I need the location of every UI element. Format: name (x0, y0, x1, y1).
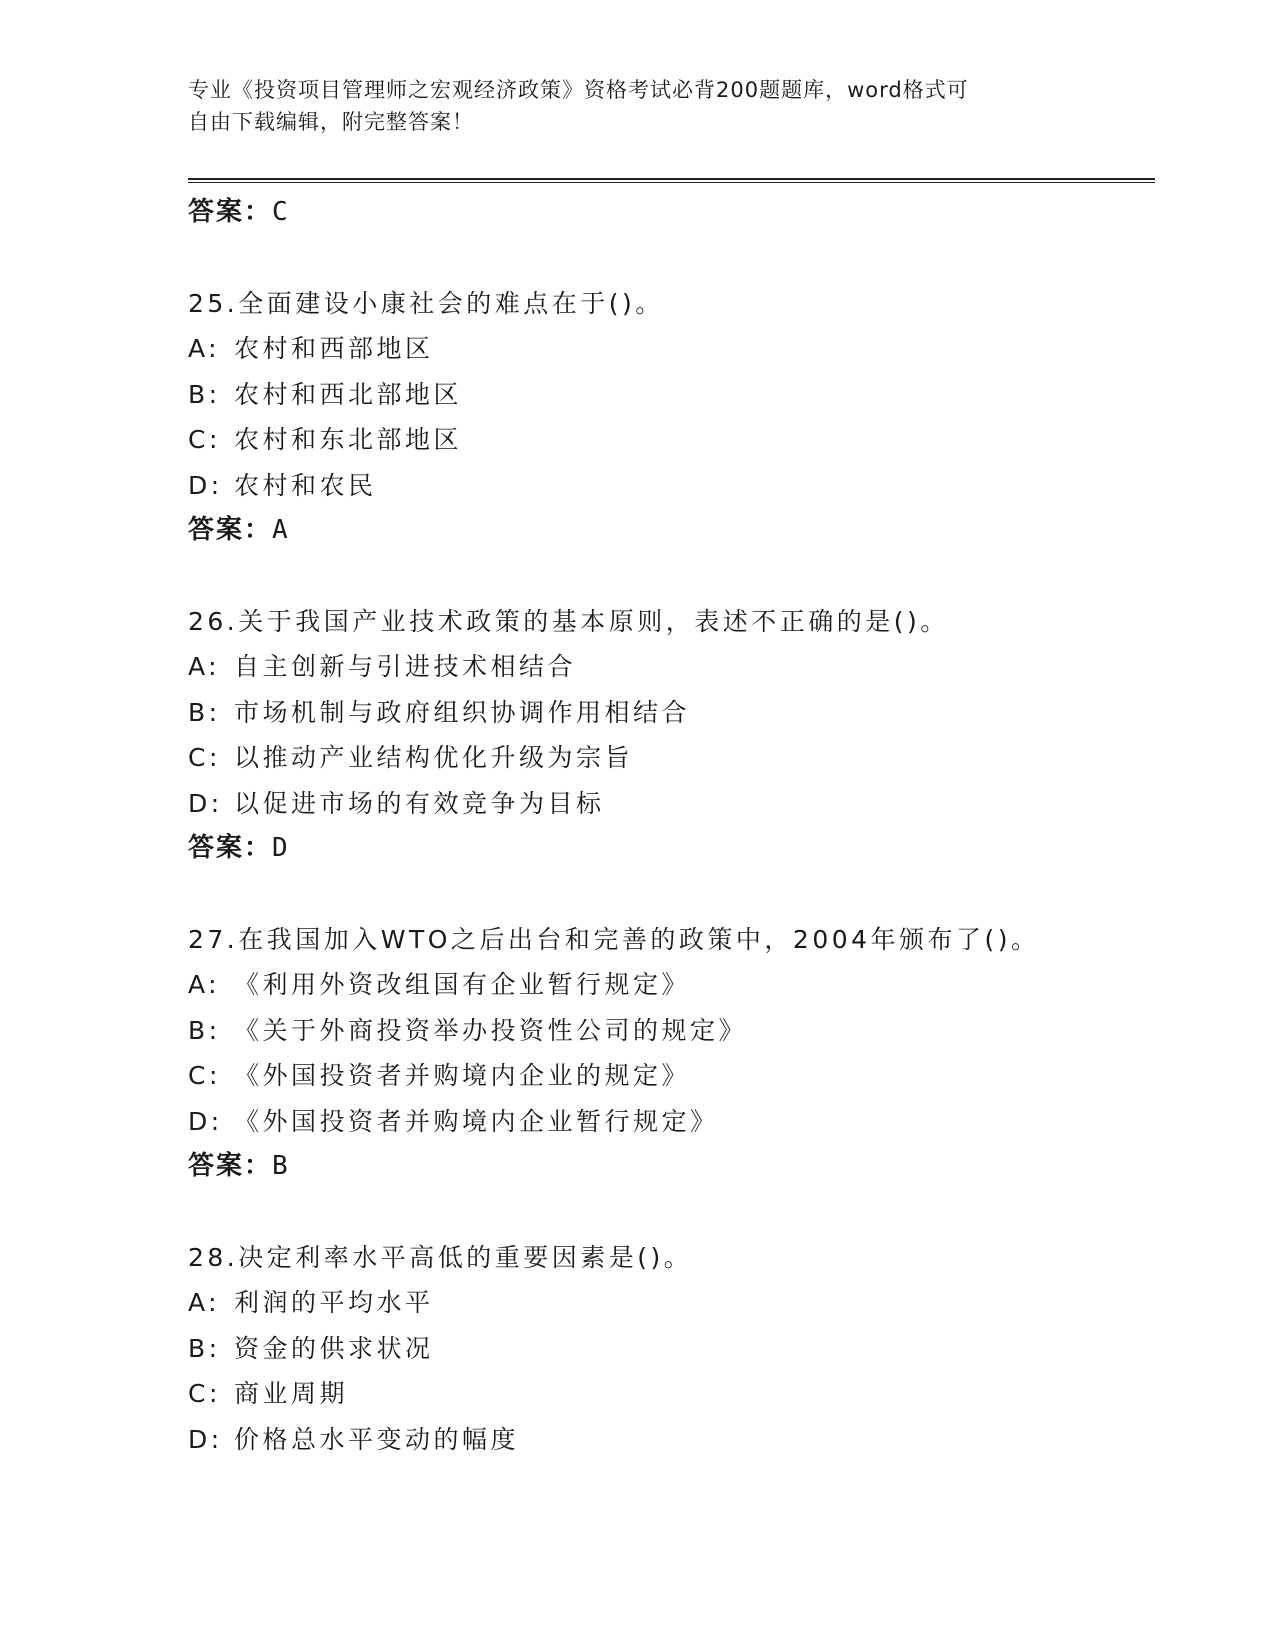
option-a (188, 326, 1155, 372)
option-b (188, 1008, 1155, 1054)
answer-line (188, 1144, 1155, 1190)
option-c (188, 1371, 1155, 1417)
question-block (188, 917, 1155, 1190)
option-text: 商业周期 (234, 1379, 349, 1408)
option-c (188, 417, 1155, 463)
option-text: 市场机制与政府组织协调作用相结合 (234, 697, 691, 727)
option-letter: C: (188, 1379, 221, 1408)
answer-value: C (272, 197, 290, 227)
question-block (188, 1235, 1155, 1463)
option-letter: A: (188, 652, 221, 681)
question-text: 25.全面建设小康社会的难点在于()。 (188, 288, 664, 318)
option-text: 农村和西北部地区 (234, 379, 463, 409)
option-b (188, 690, 1155, 736)
option-b (188, 1326, 1155, 1372)
question-text: 26.关于我国产业技术政策的基本原则，表述不正确的是()。 (188, 606, 949, 636)
option-text: 《关于外商投资举办投资性公司的规定》 (234, 1015, 748, 1045)
option-text: 利润的平均水平 (234, 1288, 434, 1317)
answer-value: B (272, 1151, 290, 1181)
answer-label: 答案： (188, 197, 273, 227)
option-letter: B: (188, 697, 221, 727)
answer-value: A (272, 515, 290, 545)
option-letter: B: (188, 379, 221, 409)
option-a (188, 962, 1155, 1008)
option-letter: D: (188, 1424, 223, 1454)
option-letter: C: (188, 743, 221, 772)
answer-label: 答案： (188, 1151, 273, 1181)
option-c (188, 1053, 1155, 1099)
option-letter: C: (188, 425, 221, 454)
option-text: 价格总水平变动的幅度 (234, 1424, 520, 1454)
option-text: 农村和东北部地区 (234, 425, 463, 454)
spacer (188, 872, 1155, 917)
previous-answer (188, 190, 1155, 236)
question-list (188, 190, 1155, 1462)
option-text: 以促进市场的有效竞争为目标 (234, 788, 605, 818)
option-letter: D: (188, 470, 223, 500)
option-letter: A: (188, 970, 221, 999)
question-block (188, 599, 1155, 872)
option-letter: D: (188, 1106, 223, 1136)
option-letter: A: (188, 334, 221, 363)
option-text: 《外国投资者并购境内企业暂行规定》 (234, 1106, 719, 1136)
spacer (188, 554, 1155, 599)
option-d (188, 463, 1155, 509)
spacer (188, 236, 1155, 281)
option-text: 《外国投资者并购境内企业的规定》 (234, 1061, 691, 1090)
option-d (188, 781, 1155, 827)
answer-line (188, 508, 1155, 554)
option-letter: A: (188, 1288, 221, 1317)
option-text: 《利用外资改组国有企业暂行规定》 (234, 970, 691, 999)
option-c (188, 735, 1155, 781)
option-letter: D: (188, 788, 223, 818)
option-letter: B: (188, 1333, 221, 1363)
answer-label: 答案： (188, 833, 273, 863)
option-text: 农村和西部地区 (234, 334, 434, 363)
option-text: 农村和农民 (234, 470, 377, 500)
option-a (188, 1280, 1155, 1326)
option-letter: B: (188, 1015, 221, 1045)
answer-line (188, 826, 1155, 872)
option-d (188, 1417, 1155, 1463)
answer-label: 答案： (188, 515, 273, 545)
option-text: 自主创新与引进技术相结合 (234, 652, 577, 681)
document-header (188, 74, 1088, 138)
header-line-1: 专业《投资项目管理师之宏观经济政策》资格考试必背200题题库，word格式可 (188, 78, 969, 102)
option-letter: C: (188, 1061, 221, 1090)
answer-value: D (272, 833, 290, 863)
option-a (188, 644, 1155, 690)
question-text: 27.在我国加入WTO之后出台和完善的政策中，2004年颁布了()。 (188, 924, 1040, 954)
spacer (188, 1190, 1155, 1235)
question-text: 28.决定利率水平高低的重要因素是()。 (188, 1242, 693, 1272)
option-b (188, 372, 1155, 418)
question-block (188, 281, 1155, 554)
option-text: 资金的供求状况 (234, 1333, 434, 1363)
option-d (188, 1099, 1155, 1145)
header-line-2: 自由下载编辑，附完整答案！ (188, 110, 474, 134)
option-text: 以推动产业结构优化升级为宗旨 (234, 743, 634, 772)
header-divider (188, 178, 1155, 183)
